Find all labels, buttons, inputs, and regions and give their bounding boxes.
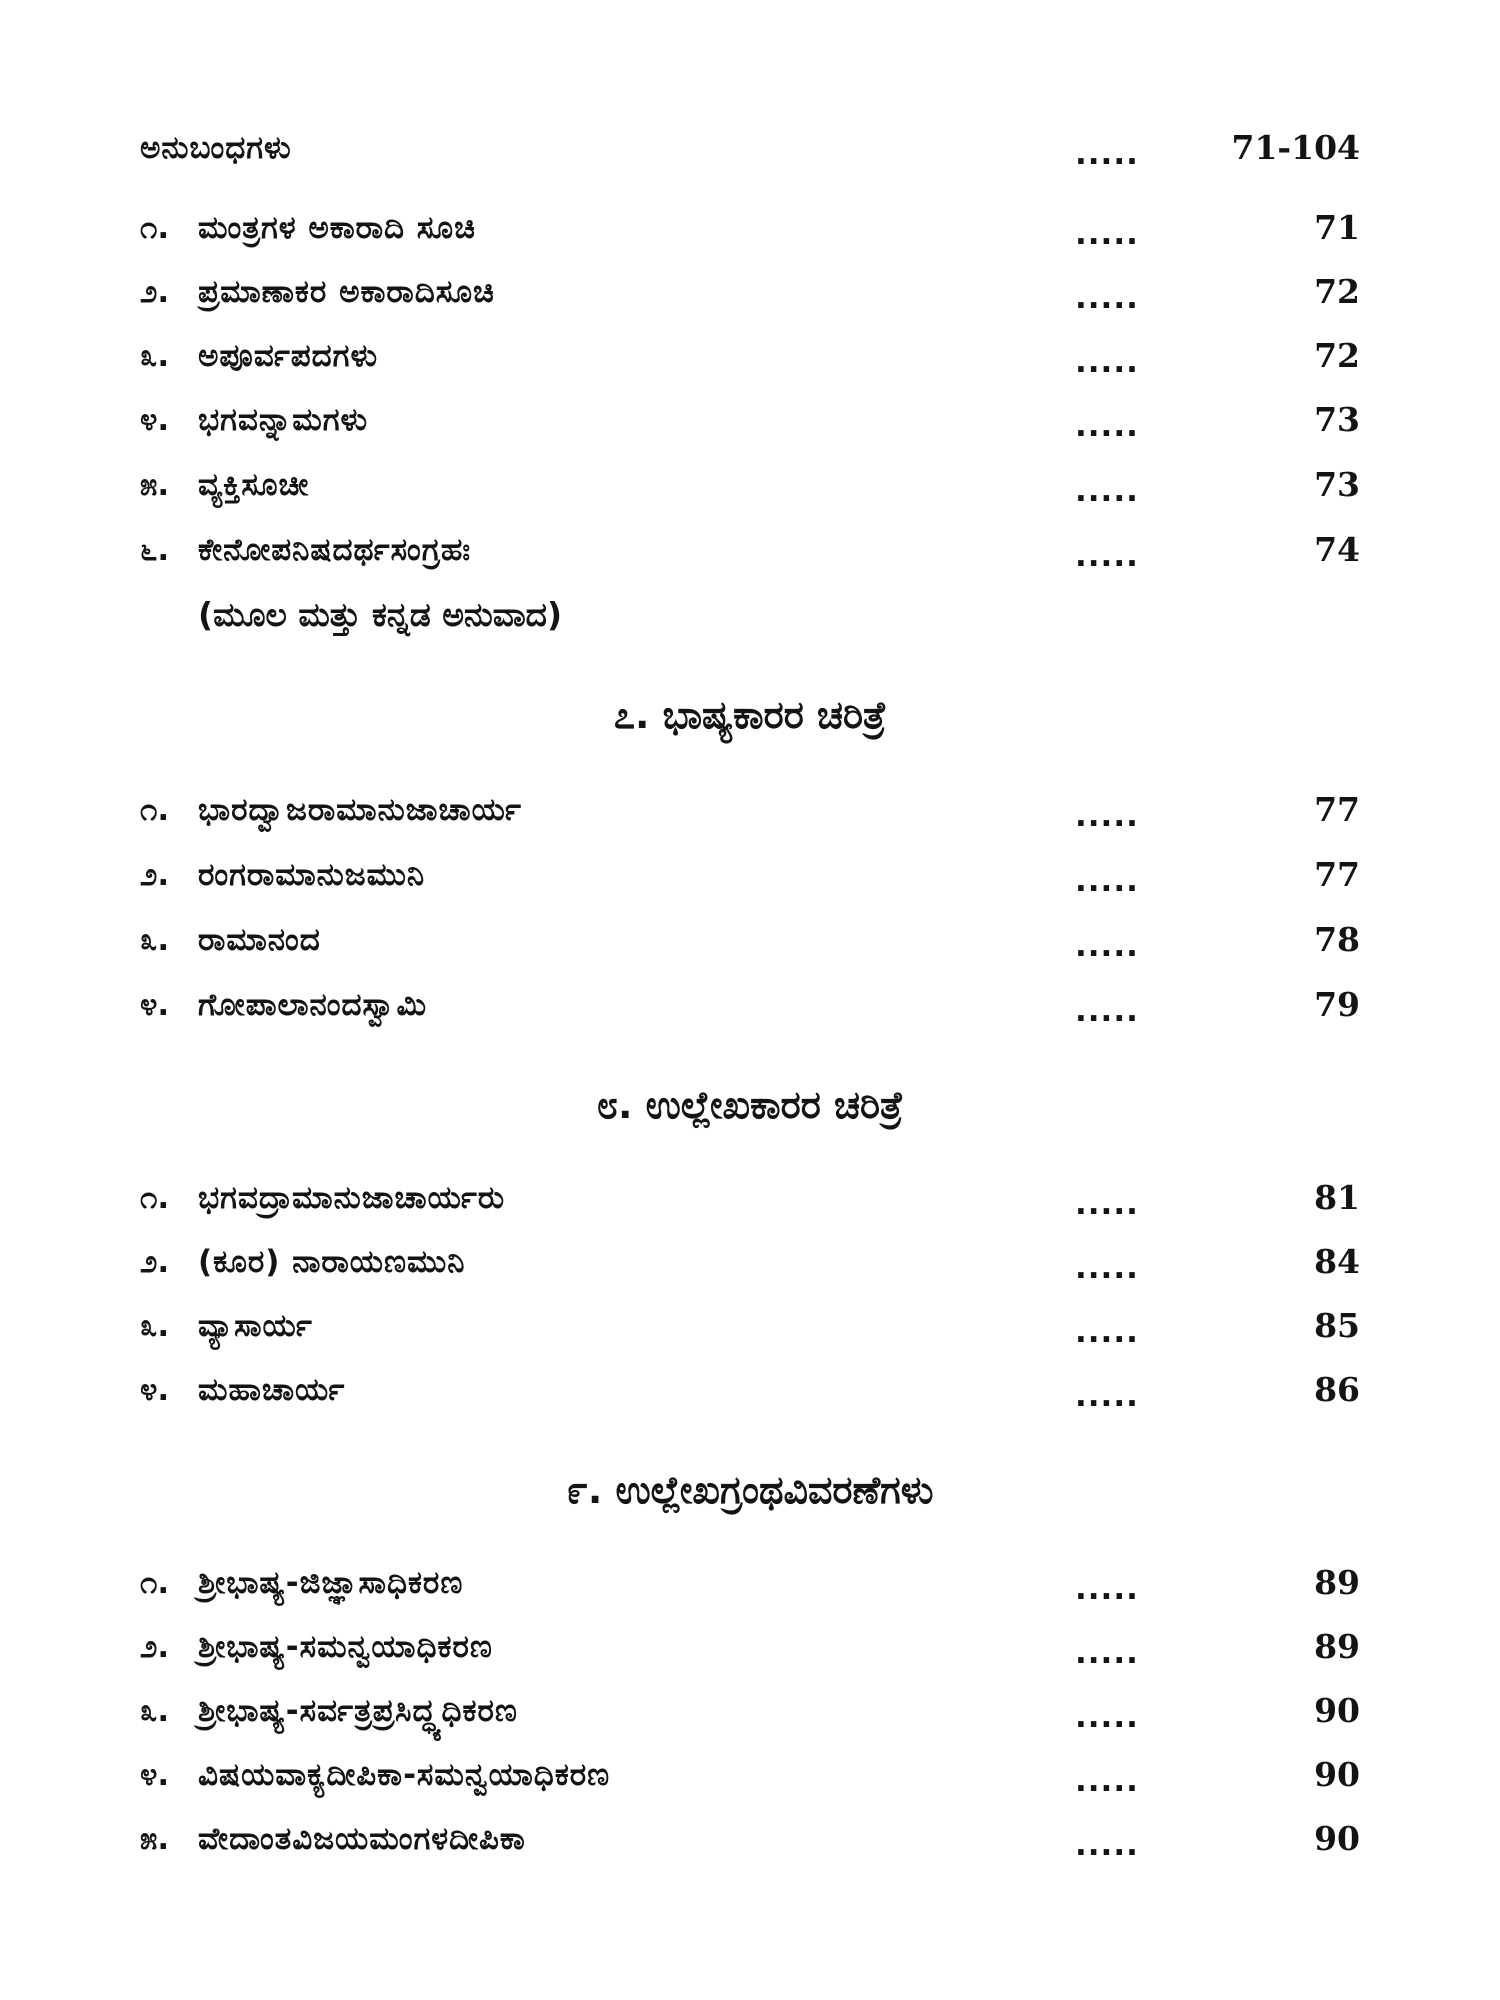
toc-leader-dots: ..... [1075, 408, 1139, 444]
toc-leader-dots: ..... [1075, 136, 1139, 172]
toc-leader-dots: ..... [1075, 1635, 1139, 1671]
toc-entry [140, 1296, 1360, 1356]
entry-number: ೪. [140, 402, 170, 438]
entry-number: ೧. [140, 792, 170, 828]
entry-page-number: 74 [1314, 530, 1360, 569]
entry-number: ೪. [140, 1757, 170, 1793]
toc-entry [140, 326, 1360, 386]
section-heading: ೯. ಉಲ್ಲೇಖಗ್ರಂಥವಿವರಣೆಗಳು [566, 1468, 934, 1512]
entry-title: ಮಂತ್ರಗಳ ಅಕಾರಾದಿ ಸೂಚಿ [198, 210, 476, 246]
section-heading: ೭. ಭಾಷ್ಯಕಾರರ ಚರಿತ್ರೆ [613, 693, 887, 737]
entry-number: ೧. [140, 210, 170, 246]
entry-title: ವ್ಯಕ್ತಿಸೂಚೀ [198, 467, 310, 503]
toc-entry [140, 1809, 1360, 1869]
entry-number: ೫. [140, 467, 170, 503]
entry-title: ಗೋಪಾಲಾನಂದಸ್ವಾಮಿ [198, 987, 428, 1023]
toc-entry [140, 1168, 1360, 1228]
entry-number: ೩. [140, 1693, 170, 1729]
entry-page-number: 90 [1314, 1755, 1360, 1794]
toc-entry [140, 1232, 1360, 1292]
toc-leader-dots: ..... [1075, 928, 1139, 964]
entry-page-number: 85 [1314, 1306, 1360, 1345]
entry-page-number: 84 [1314, 1242, 1360, 1281]
entry-number: ೫. [140, 1821, 170, 1857]
entry-number: ೪. [140, 987, 170, 1023]
entry-number: ೧. [140, 1565, 170, 1601]
toc-leader-dots: ..... [1075, 280, 1139, 316]
toc-entry [140, 1617, 1360, 1677]
entry-title: (ಕೂರ) ನಾರಾಯಣಮುನಿ [198, 1244, 466, 1280]
toc-leader-dots: ..... [1075, 1763, 1139, 1799]
entry-page-number: 81 [1314, 1178, 1360, 1217]
entry-number: ೩. [140, 338, 170, 374]
entry-title: ಶ್ರೀಭಾಷ್ಯ-ಸಮನ್ವಯಾಧಿಕರಣ [198, 1629, 493, 1665]
entry-page-number: 86 [1314, 1370, 1360, 1409]
toc-header-label: ಅನುಬಂಧಗಳು [140, 130, 292, 166]
toc-leader-dots: ..... [1075, 993, 1139, 1029]
entry-number: ೨. [140, 857, 170, 893]
entry-title: ಪ್ರಮಾಣಾಕರ ಅಕಾರಾದಿಸೂಚಿ [198, 274, 495, 310]
toc-leader-dots: ..... [1075, 798, 1139, 834]
entry-title: ವೇದಾಂತವಿಜಯಮಂಗಳದೀಪಿಕಾ [198, 1821, 526, 1857]
toc-leader-dots: ..... [1075, 1250, 1139, 1286]
entry-page-number: 73 [1314, 465, 1360, 504]
section-heading: ೮. ಉಲ್ಲೇಖಕಾರರ ಚರಿತ್ರೆ [596, 1083, 904, 1127]
entry-title: ಭಗವನ್ನಾಮಗಳು [198, 402, 369, 438]
entry-title: ಮಹಾಚಾರ್ಯ [198, 1372, 346, 1408]
entry-title: ಶ್ರೀಭಾಷ್ಯ-ಜಿಜ್ಞಾಸಾಧಿಕರಣ [198, 1565, 464, 1601]
entry-page-number: 79 [1314, 985, 1360, 1024]
toc-entry [140, 390, 1360, 450]
toc-entry [140, 198, 1360, 258]
entry-page-number: 78 [1314, 920, 1360, 959]
toc-leader-dots: ..... [1075, 1314, 1139, 1350]
toc-entry [140, 1553, 1360, 1613]
toc-leader-dots: ..... [1075, 863, 1139, 899]
entry-page-number: 72 [1314, 336, 1360, 375]
entry-title: ಕೇನೋಪನಿಷದರ್ಥಸಂಗ್ರಹಃ [198, 532, 472, 568]
entry-number: ೧. [140, 1180, 170, 1216]
entry-page-number: 71 [1314, 208, 1360, 247]
toc-entry [140, 455, 1360, 515]
toc-entry [140, 1360, 1360, 1420]
entry-title: ವ್ಯಾಸಾರ್ಯ [198, 1308, 313, 1344]
entry-number: ೪. [140, 1372, 170, 1408]
toc-entry [140, 1681, 1360, 1741]
entry-title: ರಾಮಾನಂದ [198, 922, 321, 958]
entry-number: ೬. [140, 532, 170, 568]
toc-page-range: 71-104 [1231, 128, 1360, 167]
toc-leader-dots: ..... [1075, 1699, 1139, 1735]
toc-leader-dots: ..... [1075, 473, 1139, 509]
toc-entry [140, 1745, 1360, 1805]
entry-number: ೨. [140, 274, 170, 310]
entry-page-number: 77 [1314, 855, 1360, 894]
toc-entry [140, 780, 1360, 840]
toc-leader-dots: ..... [1075, 1186, 1139, 1222]
toc-entry [140, 975, 1360, 1035]
toc-leader-dots: ..... [1075, 1378, 1139, 1414]
toc-header-row [140, 118, 1360, 178]
toc-leader-dots: ..... [1075, 1571, 1139, 1607]
entry-title: ರಂಗರಾಮಾನುಜಮುನಿ [198, 857, 426, 893]
toc-leader-dots: ..... [1075, 344, 1139, 380]
entry-number: ೨. [140, 1629, 170, 1665]
entry-number: ೩. [140, 922, 170, 958]
entry-title: ವಿಷಯವಾಕ್ಯದೀಪಿಕಾ-ಸಮನ್ವಯಾಧಿಕರಣ [198, 1757, 611, 1793]
entry-title: ಭಗವದ್ರಾಮಾನುಜಾಚಾರ್ಯರು [198, 1180, 506, 1216]
toc-entry [140, 520, 1360, 580]
entry-page-number: 90 [1314, 1691, 1360, 1730]
toc-entry [140, 845, 1360, 905]
entry-page-number: 89 [1314, 1627, 1360, 1666]
entry-subnote: (ಮೂಲ ಮತ್ತು ಕನ್ನಡ ಅನುವಾದ) [198, 595, 563, 634]
toc-leader-dots: ..... [1075, 216, 1139, 252]
toc-leader-dots: ..... [1075, 538, 1139, 574]
entry-page-number: 73 [1314, 400, 1360, 439]
entry-title: ಭಾರದ್ವಾಜರಾಮಾನುಜಾಚಾರ್ಯ [198, 792, 522, 828]
entry-title: ಅಪೂರ್ವಪದಗಳು [198, 338, 379, 374]
entry-number: ೩. [140, 1308, 170, 1344]
toc-entry [140, 262, 1360, 322]
entry-page-number: 77 [1314, 790, 1360, 829]
entry-title: ಶ್ರೀಭಾಷ್ಯ-ಸರ್ವತ್ರಪ್ರಸಿದ್ಧ್ಯಧಿಕರಣ [198, 1693, 518, 1729]
entry-page-number: 89 [1314, 1563, 1360, 1602]
entry-number: ೨. [140, 1244, 170, 1280]
toc-leader-dots: ..... [1075, 1827, 1139, 1863]
entry-page-number: 90 [1314, 1819, 1360, 1858]
toc-entry [140, 910, 1360, 970]
entry-page-number: 72 [1314, 272, 1360, 311]
